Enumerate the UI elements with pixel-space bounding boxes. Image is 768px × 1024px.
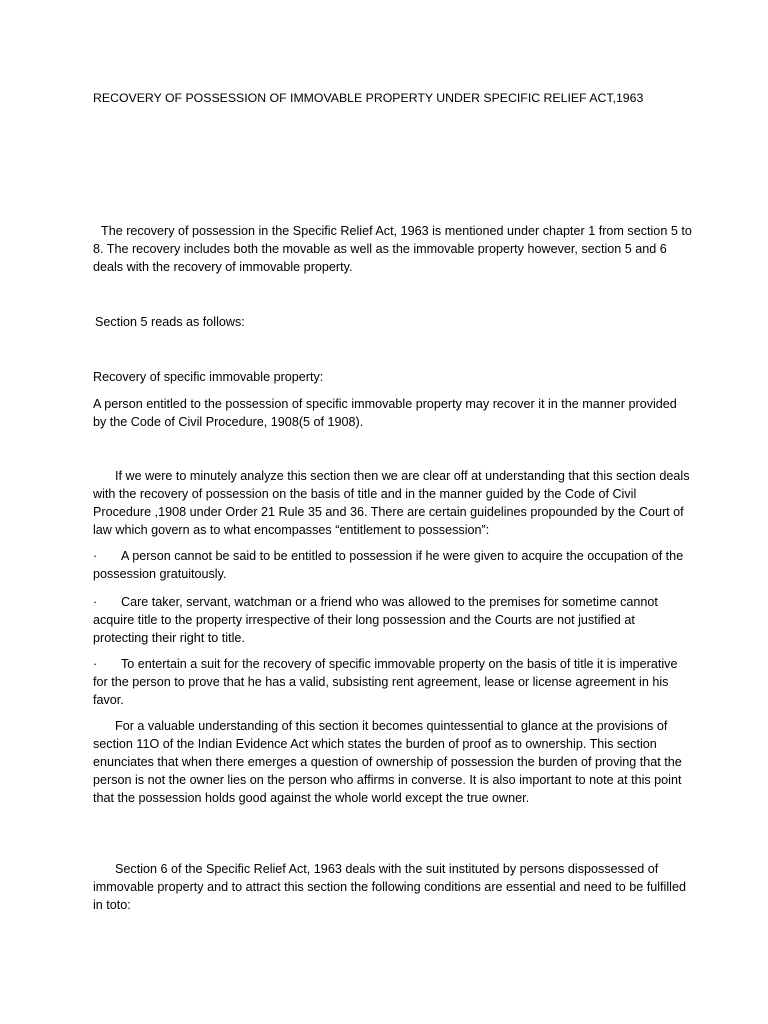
section6-paragraph: Section 6 of the Specific Relief Act, 1963 deals with the suit instituted by persons dispossessed of immovable property and to attract this section the following conditions are essential and need to be fulfilled in toto: <box>93 862 686 913</box>
bullet-text: To entertain a suit for the recovery of specific immovable property on the basis of title it is imperative for the person to prove that he has a valid, subsisting rent agreement, lease or license agreement in his favor. <box>93 657 678 708</box>
bullet-item <box>93 655 693 709</box>
bullet-marker: · <box>93 657 98 671</box>
bullet-text: A person cannot be said to be entitled to possession if he were given to acquire the occupation of the possession gratuitously. <box>93 549 684 582</box>
intro-paragraph: The recovery of possession in the Specific Relief Act, 1963 is mentioned under chapter 1 from section 5 to 8. The recovery includes both the movable as well as the immovable property however, section 5 and 6 deals with the recovery of immovable property. <box>93 224 692 275</box>
bullet-item <box>93 547 693 583</box>
bullet-marker: · <box>93 595 98 609</box>
document-title: RECOVERY OF POSSESSION OF IMMOVABLE PROPERTY UNDER SPECIFIC RELIEF ACT,1963 <box>93 91 644 105</box>
bullet-text: Care taker, servant, watchman or a friend who was allowed to the premises for sometime cannot acquire title to the property irrespective of their long possession and the Courts are not justified at protecting their right to title. <box>93 595 658 646</box>
evidence-paragraph: For a valuable understanding of this section it becomes quintessential to glance at the provisions of section 11O of the Indian Evidence Act which states the burden of proof as to ownership. This section enunciates that when there emerges a question of ownership of possession the burden of proving that the person is not the owner lies on the person who affirms in converse. It is also important to note at this point that the possession holds good against the whole world except the true owner. <box>93 719 682 806</box>
section5-text: A person entitled to the possession of specific immovable property may recover it in the manner provided by the Code of Civil Procedure, 1908(5 of 1908). <box>93 397 677 430</box>
analysis-paragraph: If we were to minutely analyze this section then we are clear off at understanding that this section deals with the recovery of possession on the basis of title and in the manner guided by the Code of Civil Procedure ,1908 under Order 21 Rule 35 and 36. There are certain guidelines propounded by the Court of law which govern as to what encompasses “entitlement to possession”: <box>93 469 690 538</box>
section5-intro: Section 5 reads as follows: <box>95 315 245 329</box>
section5-heading: Recovery of specific immovable property: <box>93 370 324 384</box>
bullet-marker: · <box>93 549 98 563</box>
bullet-item <box>93 593 693 647</box>
